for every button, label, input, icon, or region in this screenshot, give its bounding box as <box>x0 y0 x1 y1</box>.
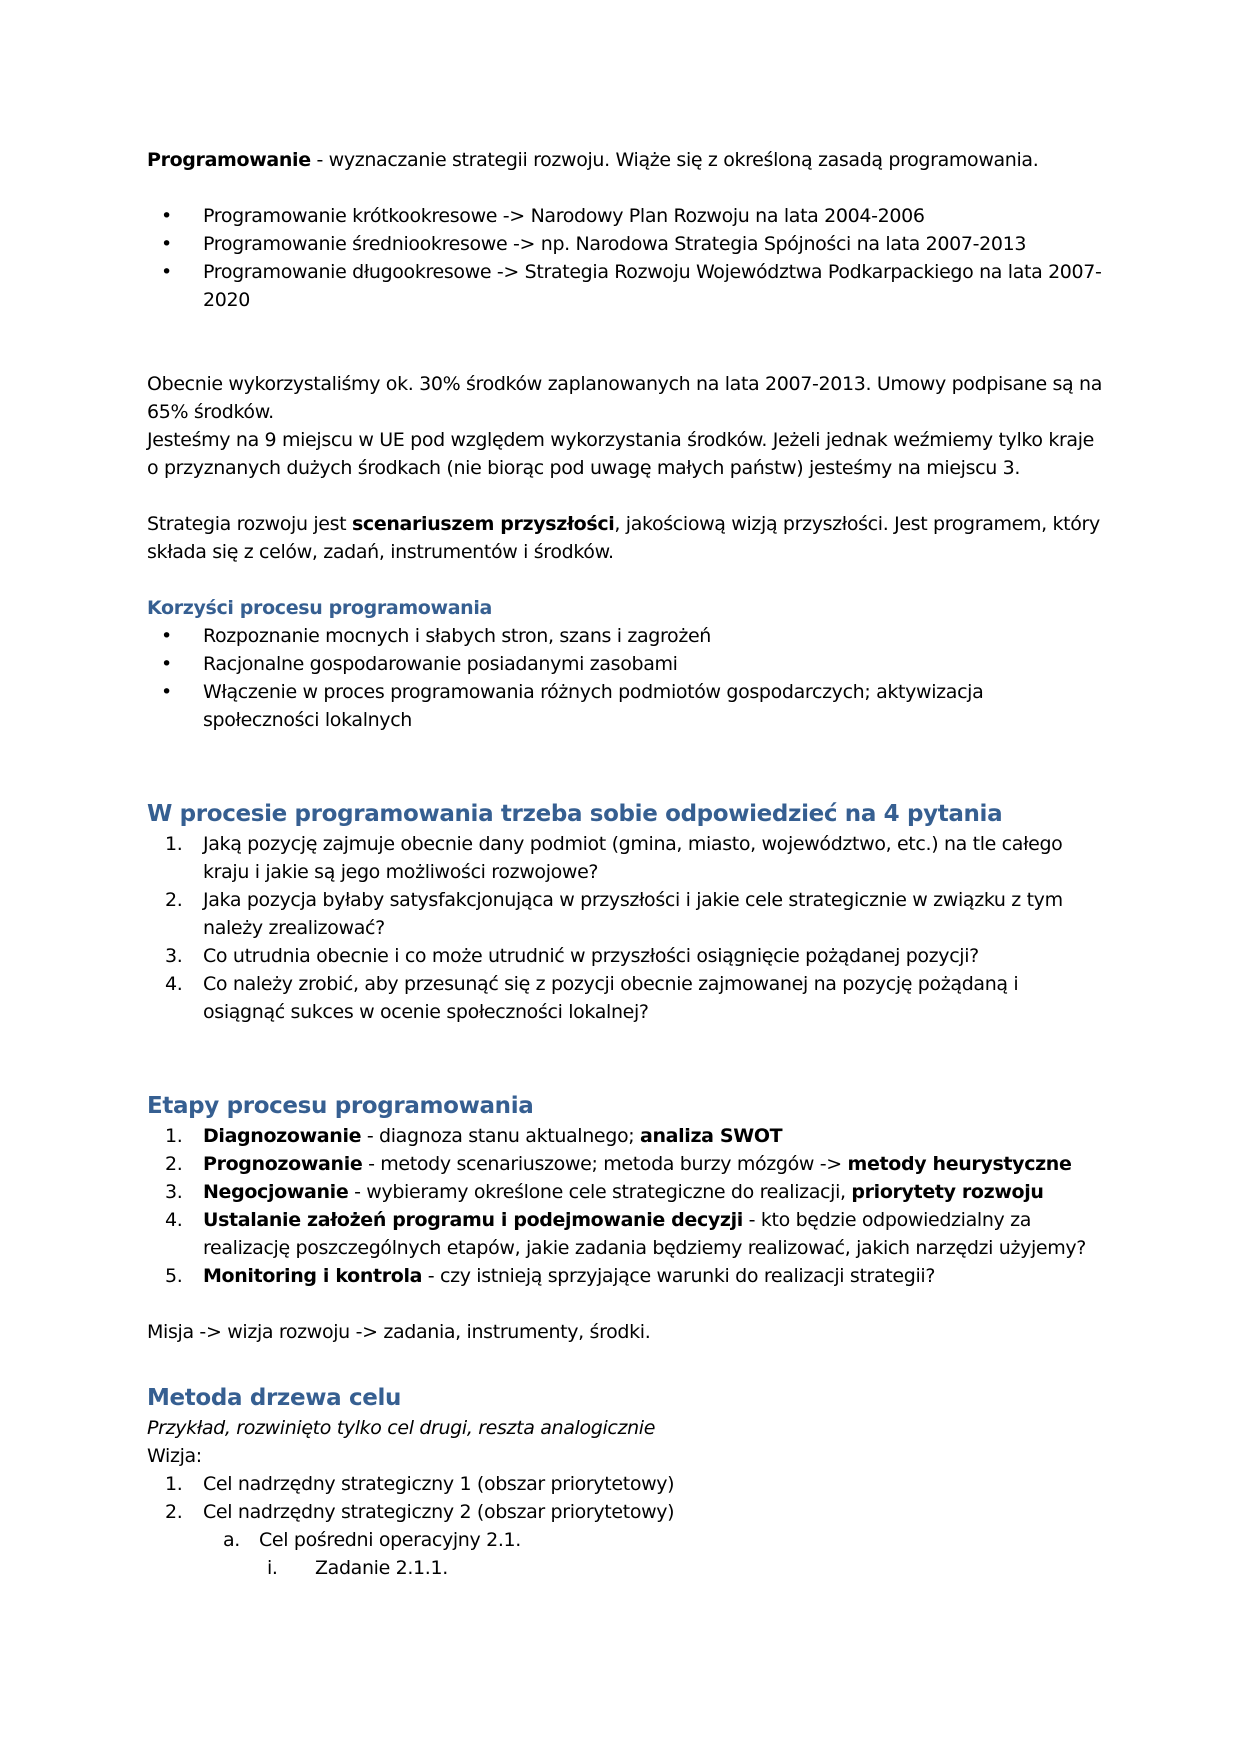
stages-heading: Etapy procesu programowania <box>147 1093 534 1119</box>
list-item: 1. Cel nadrzędny strategiczny 1 (obszar priorytetowy) <box>165 1473 675 1495</box>
programming-types-list <box>147 202 1102 314</box>
questions-list <box>147 830 1102 1026</box>
list-item: 5. Monitoring i kontrola - czy istnieją sprzyjające warunki do realizacji strategii? <box>165 1265 936 1287</box>
tree-vision: Wizja: <box>147 1445 202 1467</box>
questions-heading: W procesie programowania trzeba sobie odpowiedzieć na 4 pytania <box>147 801 1003 827</box>
bullet: • <box>161 261 172 283</box>
bullet: • <box>161 625 172 647</box>
strategy-paragraph: Strategia rozwoju jest scenariuszem przyszłości, jakościową wizją przyszłości. Jest programem, który składa się z celów, zadań, instrumentów i środków. <box>147 513 1100 563</box>
list-item: 3. Negocjowanie - wybieramy określone cele strategiczne do realizacji, priorytety rozwoju <box>165 1181 1044 1203</box>
bullet: • <box>161 233 172 255</box>
list-item: • Programowanie krótkookresowe -> Narodowy Plan Rozwoju na lata 2004-2006 <box>147 202 1102 230</box>
list-item: 2. Jaka pozycja byłaby satysfakcjonująca w przyszłości i jakie cele strategicznie w związku z tym należy zrealizować? <box>165 889 1063 939</box>
benefits-heading: Korzyści procesu programowania <box>147 597 492 619</box>
ranking-paragraph: Jesteśmy na 9 miejscu w UE pod względem wykorzystania środków. Jeżeli jednak weźmiemy tylko kraje o przyznanych dużych środkach (nie biorąc pod uwagę małych państw) jesteśmy na miejscu 3. <box>147 429 1094 479</box>
benefits-list <box>147 622 1102 734</box>
list-item: 4. Co należy zrobić, aby przesunąć się z pozycji obecnie zajmowanej na pozycję pożądaną i osiągnąć sukces w ocenie społeczności lokalnej? <box>165 973 1019 1023</box>
funds-paragraph: Obecnie wykorzystaliśmy ok. 30% środków zaplanowanych na lata 2007-2013. Umowy podpisane są na 65% środków. <box>147 373 1102 423</box>
list-item: 4. Ustalanie założeń programu i podejmowanie decyzji - kto będzie odpowiedzialny za realizację poszczególnych etapów, jakie zadania będziemy realizować, jakich narzędzi użyjemy? <box>165 1209 1087 1259</box>
intro-term: Programowanie <box>147 149 311 171</box>
list-item: • Rozpoznanie mocnych i słabych stron, szans i zagrożeń <box>147 622 1102 650</box>
bullet: • <box>161 681 172 703</box>
document-body <box>147 146 1102 1582</box>
list-item: 1. Diagnozowanie - diagnoza stanu aktualnego; analiza SWOT <box>165 1125 783 1147</box>
bullet: • <box>161 205 172 227</box>
list-item: a. Cel pośredni operacyjny 2.1. <box>223 1529 521 1551</box>
tree-heading: Metoda drzewa celu <box>147 1385 402 1411</box>
tree-list <box>147 1470 1102 1582</box>
list-item: 1. Jaką pozycję zajmuje obecnie dany podmiot (gmina, miasto, województwo, etc.) na tle całego kraju i jakie są jego możliwości rozwojowe? <box>165 833 1063 883</box>
bullet: • <box>161 653 172 675</box>
list-item: • Włączenie w proces programowania różnych podmiotów gospodarczych; aktywizacja społeczności lokalnych <box>147 678 1102 734</box>
list-item: 2. Prognozowanie - metody scenariuszowe; metoda burzy mózgów -> metody heurystyczne <box>165 1153 1072 1175</box>
list-item: 2. Cel nadrzędny strategiczny 2 (obszar priorytetowy) <box>165 1501 675 1523</box>
mission-line: Misja -> wizja rozwoju -> zadania, instrumenty, środki. <box>147 1321 651 1343</box>
intro-paragraph <box>147 146 1102 174</box>
tree-example: Przykład, rozwinięto tylko cel drugi, reszta analogicznie <box>147 1417 656 1439</box>
list-item: i. Zadanie 2.1.1. <box>267 1557 448 1579</box>
stages-list <box>147 1122 1102 1290</box>
intro-definition: - wyznaczanie strategii rozwoju. Wiąże się z określoną zasadą programowania. <box>310 149 1039 171</box>
list-item: 3. Co utrudnia obecnie i co może utrudnić w przyszłości osiągnięcie pożądanej pozycji? <box>165 945 979 967</box>
list-item: • Racjonalne gospodarowanie posiadanymi zasobami <box>147 650 1102 678</box>
list-item: • Programowanie długookresowe -> Strategia Rozwoju Województwa Podkarpackiego na lata 2007-2020 <box>147 258 1102 314</box>
list-item: • Programowanie średniookresowe -> np. Narodowa Strategia Spójności na lata 2007-2013 <box>147 230 1102 258</box>
